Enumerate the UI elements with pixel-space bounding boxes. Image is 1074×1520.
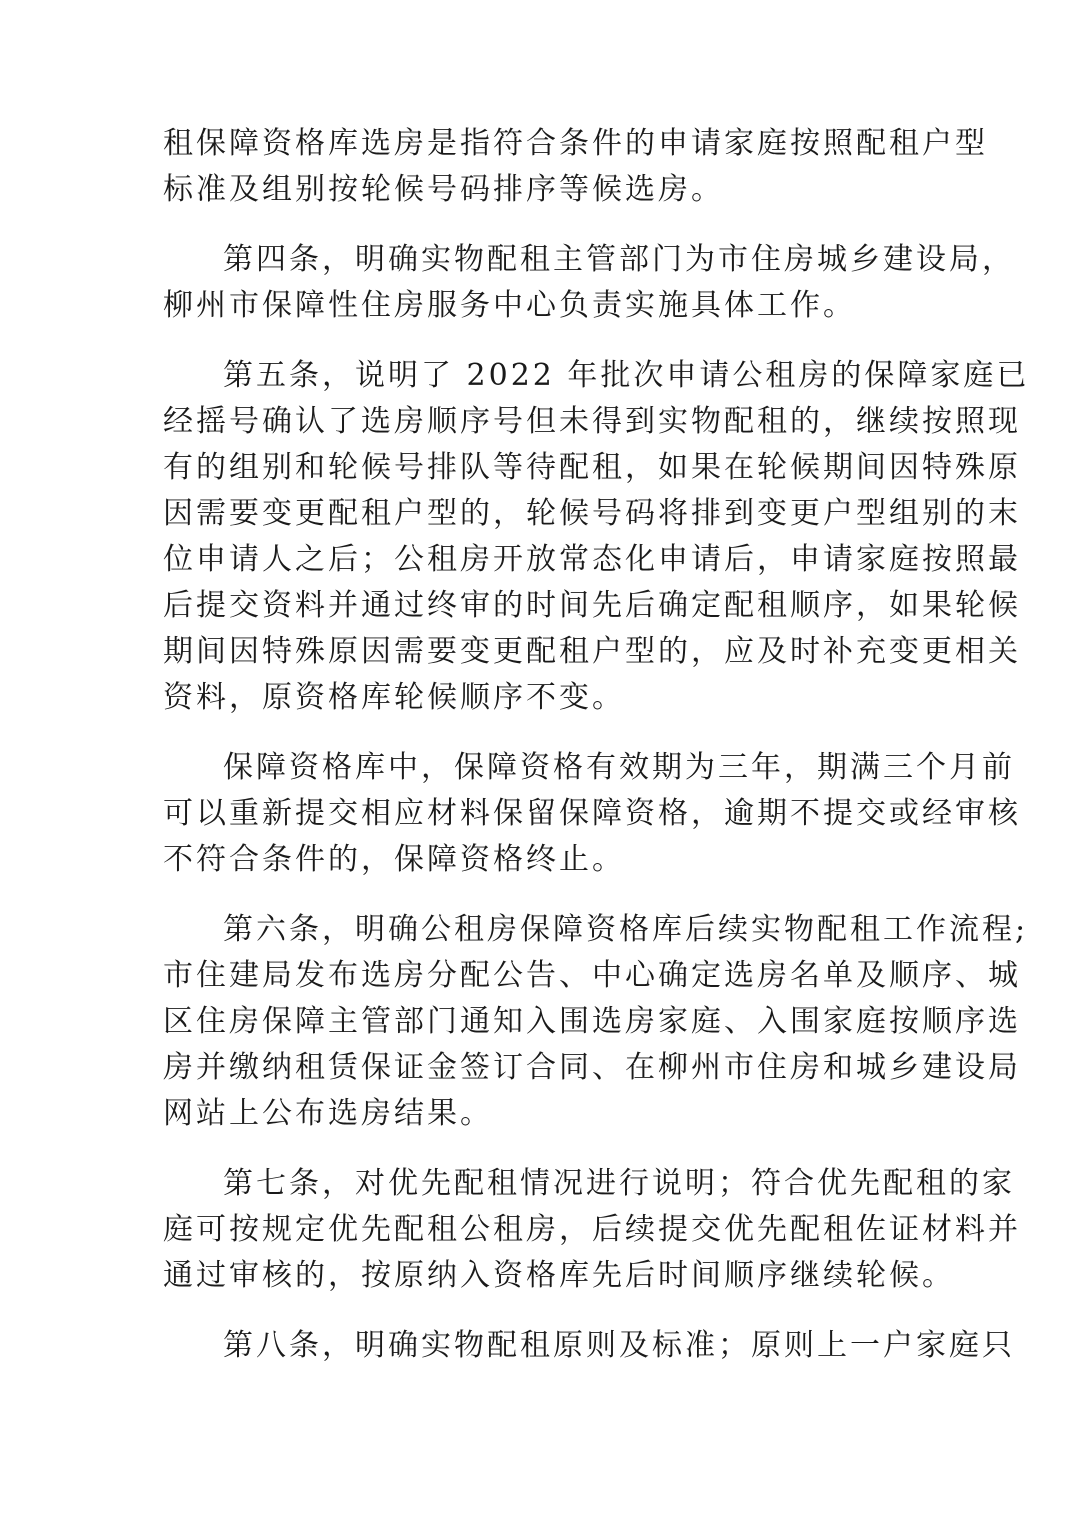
text-line: 第七条，对优先配租情况进行说明；符合优先配租的家 [223, 1166, 1015, 1201]
text-line: 庭可按规定优先配租公租房，后续提交优先配租佐证材料并 [163, 1212, 1021, 1247]
text-line: 保障资格库中，保障资格有效期为三年，期满三个月前 [223, 750, 1015, 785]
text-line: 网站上公布选房结果。 [163, 1096, 493, 1131]
paragraph-continued [163, 121, 988, 213]
text-line: 区住房保障主管部门通知入围选房家庭、入围家庭按顺序选 [163, 1004, 1021, 1039]
text-line: 期间因特殊原因需要变更配租户型的，应及时补充变更相关 [163, 634, 1021, 669]
text-line: 柳州市保障性住房服务中心负责实施具体工作。 [163, 288, 856, 323]
text-line: 因需要变更配租户型的，轮候号码将排到变更户型组别的末 [163, 496, 1021, 531]
text-line: 经摇号确认了选房顺序号但未得到实物配租的，继续按照现 [163, 404, 1021, 439]
paragraph-article-7 [163, 1161, 1021, 1299]
text-line: 后提交资料并通过终审的时间先后确定配租顺序，如果轮候 [163, 588, 1021, 623]
text-line: 第八条，明确实物配租原则及标准；原则上一户家庭只 [223, 1328, 1015, 1363]
text-line: 第六条，明确公租房保障资格库后续实物配租工作流程; [223, 912, 1029, 947]
text-line: 有的组别和轮候号排队等待配租，如果在轮候期间因特殊原 [163, 450, 1021, 485]
paragraph-qualification-validity [163, 745, 1021, 883]
text-line: 资料，原资格库轮候顺序不变。 [163, 680, 625, 715]
text-line: 不符合条件的，保障资格终止。 [163, 842, 625, 877]
text-line: 市住建局发布选房分配公告、中心确定选房名单及顺序、城 [163, 958, 1021, 993]
text-line: 可以重新提交相应材料保留保障资格，逾期不提交或经审核 [163, 796, 1021, 831]
text-line: 房并缴纳租赁保证金签订合同、在柳州市住房和城乡建设局 [163, 1050, 1021, 1085]
paragraph-article-5 [163, 353, 1030, 721]
text-line: 第五条，说明了 2022 年批次申请公租房的保障家庭已 [223, 358, 1030, 393]
text-line: 第四条，明确实物配租主管部门为市住房城乡建设局， [223, 242, 1015, 277]
text-line: 位申请人之后；公租房开放常态化申请后，申请家庭按照最 [163, 542, 1021, 577]
paragraph-article-8 [163, 1323, 1015, 1369]
paragraph-article-4 [163, 237, 1015, 329]
text-line: 通过审核的，按原纳入资格库先后时间顺序继续轮候。 [163, 1258, 955, 1293]
document-body [163, 121, 1030, 1393]
text-line: 租保障资格库选房是指符合条件的申请家庭按照配租户型 [163, 126, 988, 161]
paragraph-article-6 [163, 907, 1029, 1137]
text-line: 标准及组别按轮候号码排序等候选房。 [163, 172, 724, 207]
